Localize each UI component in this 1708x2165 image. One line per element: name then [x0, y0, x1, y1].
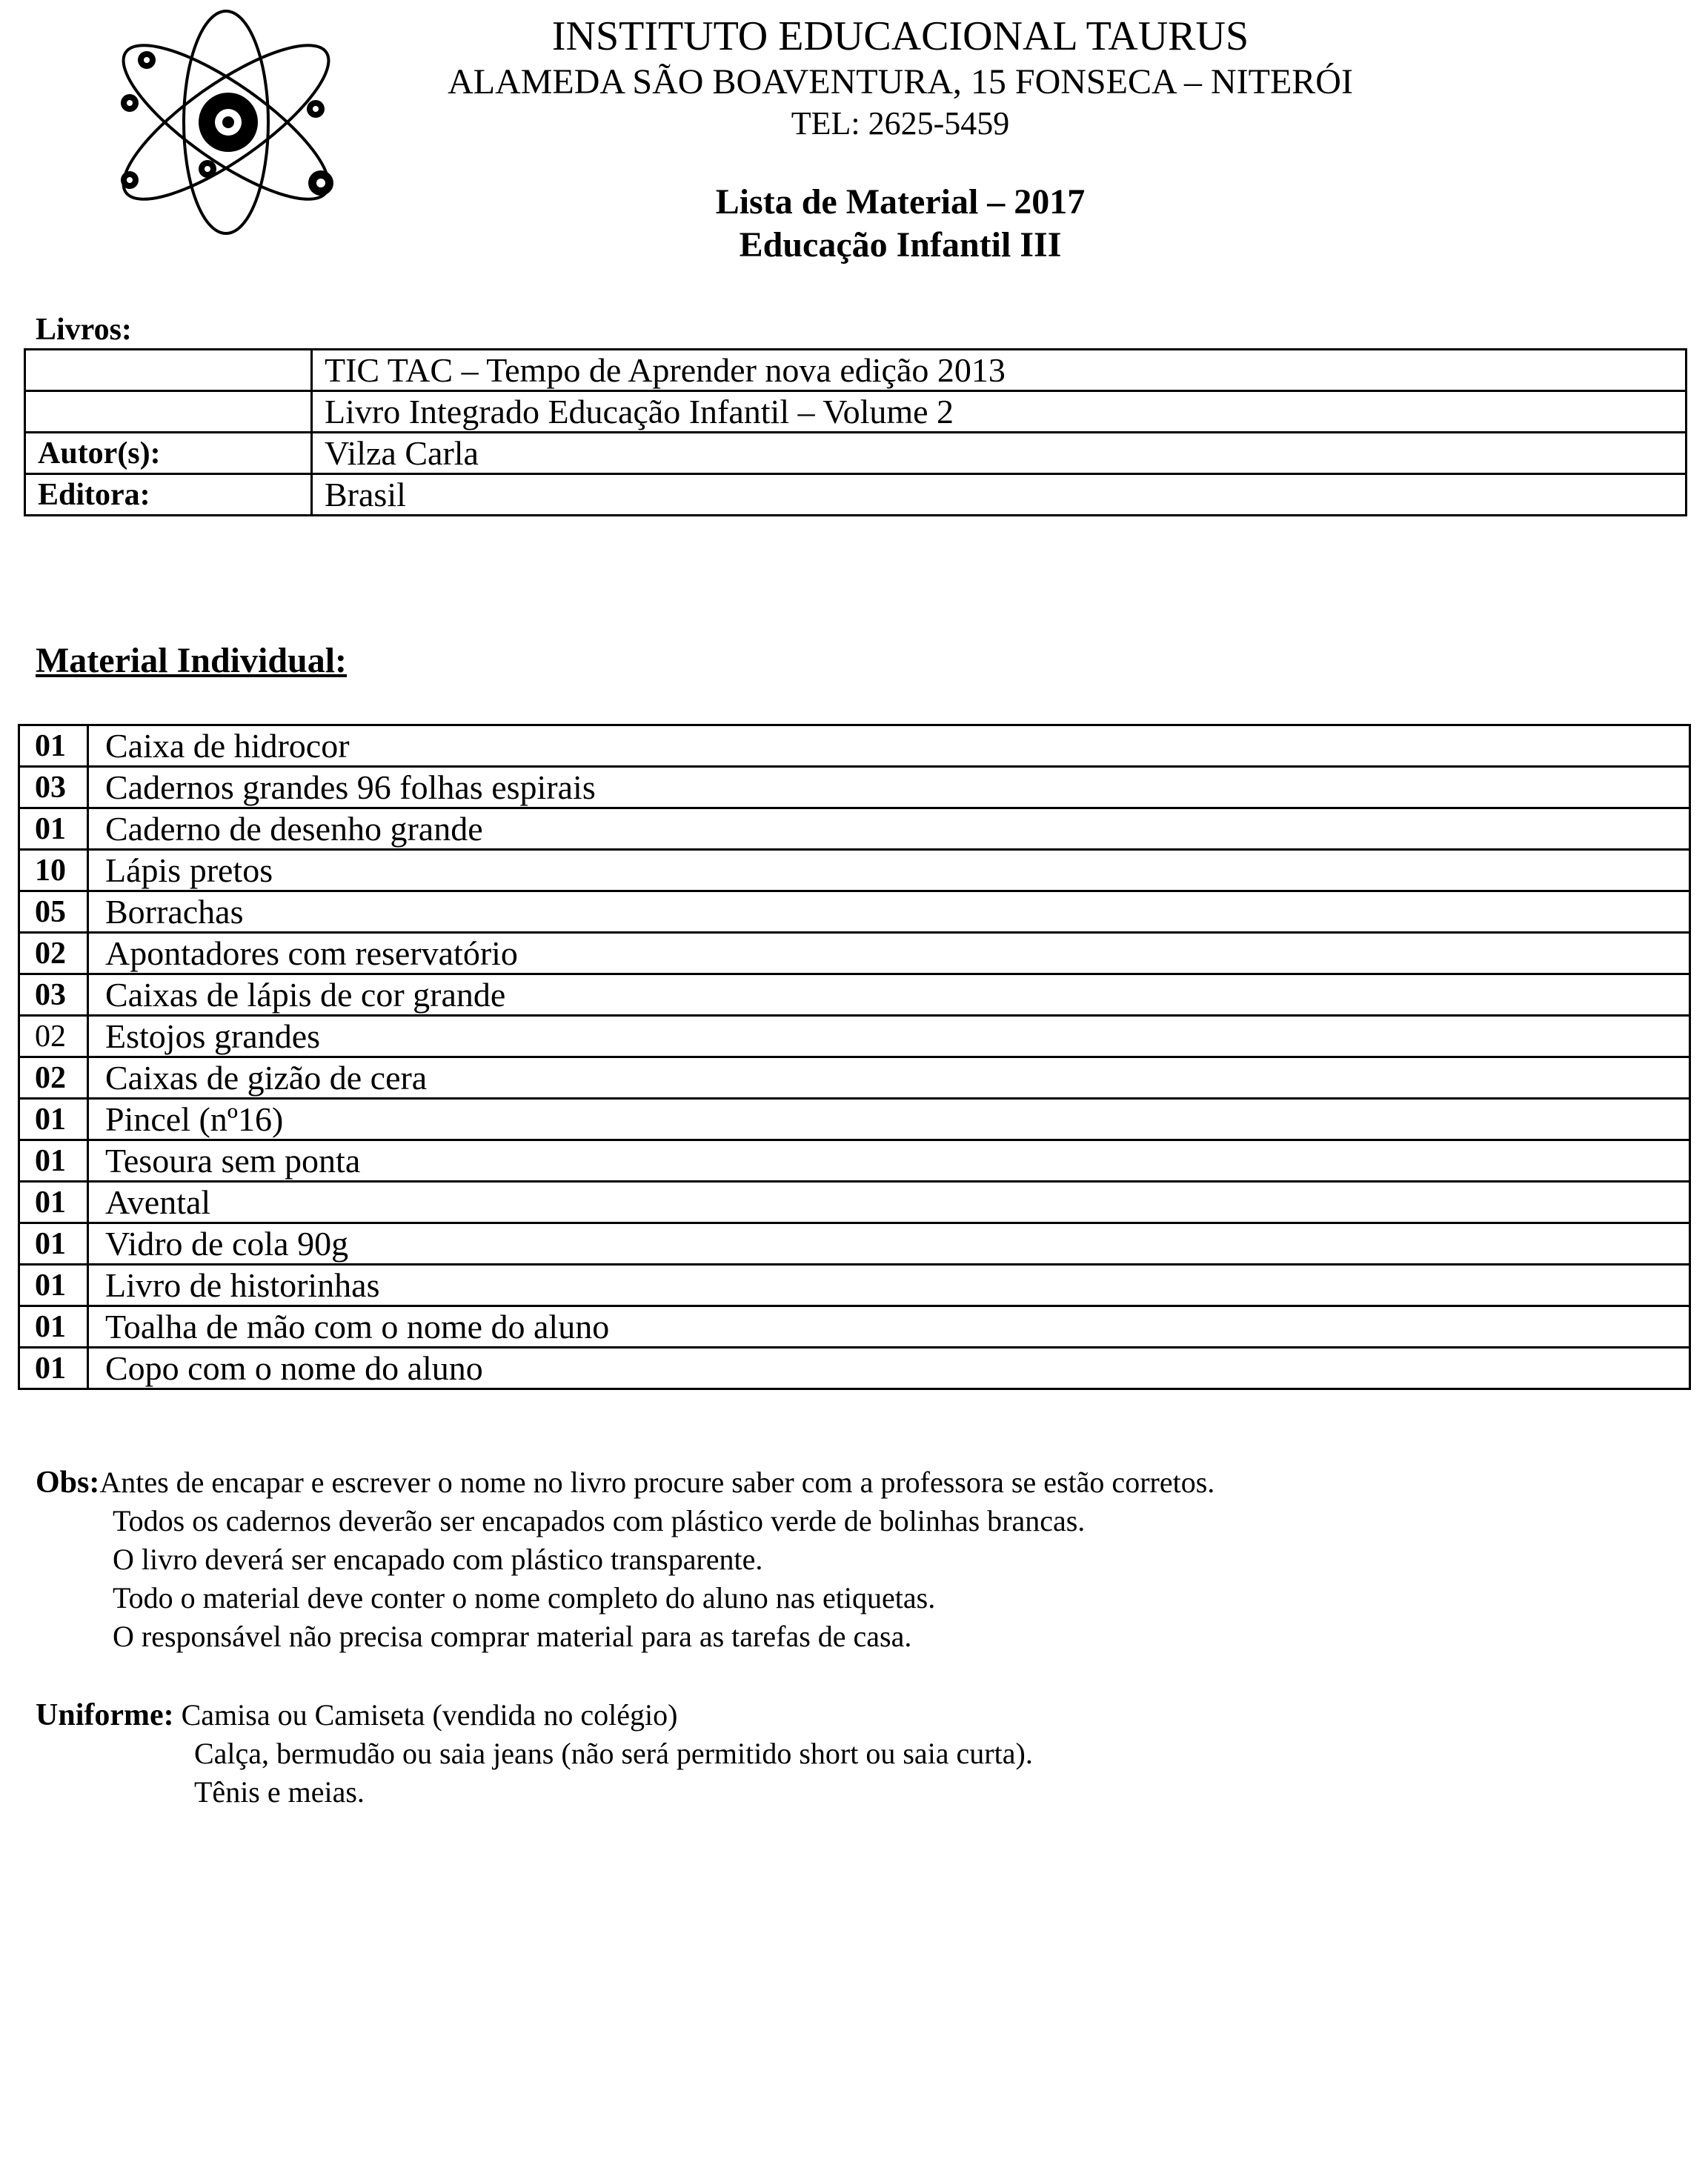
item-qty: 01: [19, 725, 88, 767]
item-qty: 10: [19, 850, 88, 891]
notes-section: [36, 1463, 1214, 1656]
item-qty: 01: [19, 1306, 88, 1348]
table-row: [19, 1306, 1690, 1348]
materials-label: Material Individual:: [36, 641, 348, 680]
table-row: [25, 433, 1687, 474]
item-desc: Avental: [88, 1182, 1690, 1223]
table-row: [19, 1099, 1690, 1140]
atom-icon: [96, 7, 356, 237]
item-qty: 01: [19, 1348, 88, 1389]
item-desc: Caderno de desenho grande: [88, 808, 1690, 850]
book-value: Livro Integrado Educação Infantil – Volume 2: [312, 391, 1687, 433]
notes-line: Todo o material deve conter o nome completo do aluno nas etiquetas.: [113, 1581, 936, 1614]
book-key: Editora:: [25, 474, 312, 516]
item-desc: Toalha de mão com o nome do aluno: [88, 1306, 1690, 1348]
uniform-section: [36, 1696, 1033, 1812]
materials-table: [18, 724, 1691, 1390]
school-address: ALAMEDA SÃO BOAVENTURA, 15 FONSECA – NITERÓI: [448, 62, 1353, 102]
table-row: [19, 891, 1690, 933]
table-row: [19, 1182, 1690, 1223]
book-value: Vilza Carla: [312, 433, 1687, 474]
books-table: [24, 348, 1687, 516]
item-desc: Copo com o nome do aluno: [88, 1348, 1690, 1389]
notes-text: Antes de encapar e escrever o nome no livro procure saber com a professora se estão corretos.: [99, 1466, 1215, 1499]
item-desc: Pincel (nº16): [88, 1099, 1690, 1140]
item-desc: Caixa de hidrocor: [88, 725, 1690, 767]
item-qty: 02: [19, 1016, 88, 1057]
table-row: [19, 808, 1690, 850]
item-desc: Estojos grandes: [88, 1016, 1690, 1057]
table-row: [19, 974, 1690, 1016]
item-desc: Lápis pretos: [88, 850, 1690, 891]
item-qty: 01: [19, 1223, 88, 1265]
table-row: [19, 933, 1690, 974]
table-row: [19, 1016, 1690, 1057]
item-qty: 01: [19, 1140, 88, 1182]
uniform-text: Camisa ou Camiseta (vendida no colégio): [181, 1698, 678, 1732]
table-row: [19, 1265, 1690, 1306]
table-row: [19, 1223, 1690, 1265]
item-qty: 01: [19, 808, 88, 850]
table-row: [19, 1348, 1690, 1389]
book-key: [25, 350, 312, 391]
item-qty: 03: [19, 767, 88, 808]
uniform-line: Calça, bermudão ou saia jeans (não será permitido short ou saia curta).: [194, 1737, 1033, 1770]
book-value: Brasil: [312, 474, 1687, 516]
item-desc: Caixas de gizão de cera: [88, 1057, 1690, 1099]
book-key: [25, 391, 312, 433]
school-name: INSTITUTO EDUCACIONAL TAURUS: [551, 13, 1249, 59]
item-desc: Tesoura sem ponta: [88, 1140, 1690, 1182]
notes-label: Obs:: [36, 1466, 100, 1500]
item-qty: 01: [19, 1182, 88, 1223]
uniform-label: Uniforme:: [36, 1698, 174, 1732]
item-qty: 01: [19, 1265, 88, 1306]
table-row: [19, 767, 1690, 808]
uniform-line: Tênis e meias.: [194, 1775, 365, 1809]
school-phone: TEL: 2625-5459: [791, 105, 1010, 142]
table-row: [25, 350, 1687, 391]
table-row: [19, 1140, 1690, 1182]
item-desc: Cadernos grandes 96 folhas espirais: [88, 767, 1690, 808]
item-qty: 02: [19, 933, 88, 974]
table-row: [19, 1057, 1690, 1099]
item-desc: Borrachas: [88, 891, 1690, 933]
table-row: [25, 391, 1687, 433]
item-qty: 03: [19, 974, 88, 1016]
item-desc: Vidro de cola 90g: [88, 1223, 1690, 1265]
item-qty: 02: [19, 1057, 88, 1099]
table-row: [19, 725, 1690, 767]
class-name: Educação Infantil III: [739, 225, 1062, 265]
item-qty: 01: [19, 1099, 88, 1140]
nucleus-core: [222, 116, 234, 128]
notes-line: [36, 1463, 1214, 1502]
list-title: Lista de Material – 2017: [715, 182, 1086, 222]
notes-line: O livro deverá ser encapado com plástico transparente.: [113, 1543, 763, 1576]
item-desc: Apontadores com reservatório: [88, 933, 1690, 974]
item-desc: Caixas de lápis de cor grande: [88, 974, 1690, 1016]
book-value: TIC TAC – Tempo de Aprender nova edição 2013: [312, 350, 1687, 391]
item-qty: 05: [19, 891, 88, 933]
table-row: [25, 474, 1687, 516]
uniform-line: [36, 1696, 1033, 1735]
books-label: Livros:: [36, 313, 132, 347]
book-key: Autor(s):: [25, 433, 312, 474]
notes-line: O responsável não precisa comprar material para as tarefas de casa.: [113, 1620, 912, 1653]
table-row: [19, 850, 1690, 891]
item-desc: Livro de historinhas: [88, 1265, 1690, 1306]
notes-line: Todos os cadernos deverão ser encapados com plástico verde de bolinhas brancas.: [113, 1504, 1086, 1537]
